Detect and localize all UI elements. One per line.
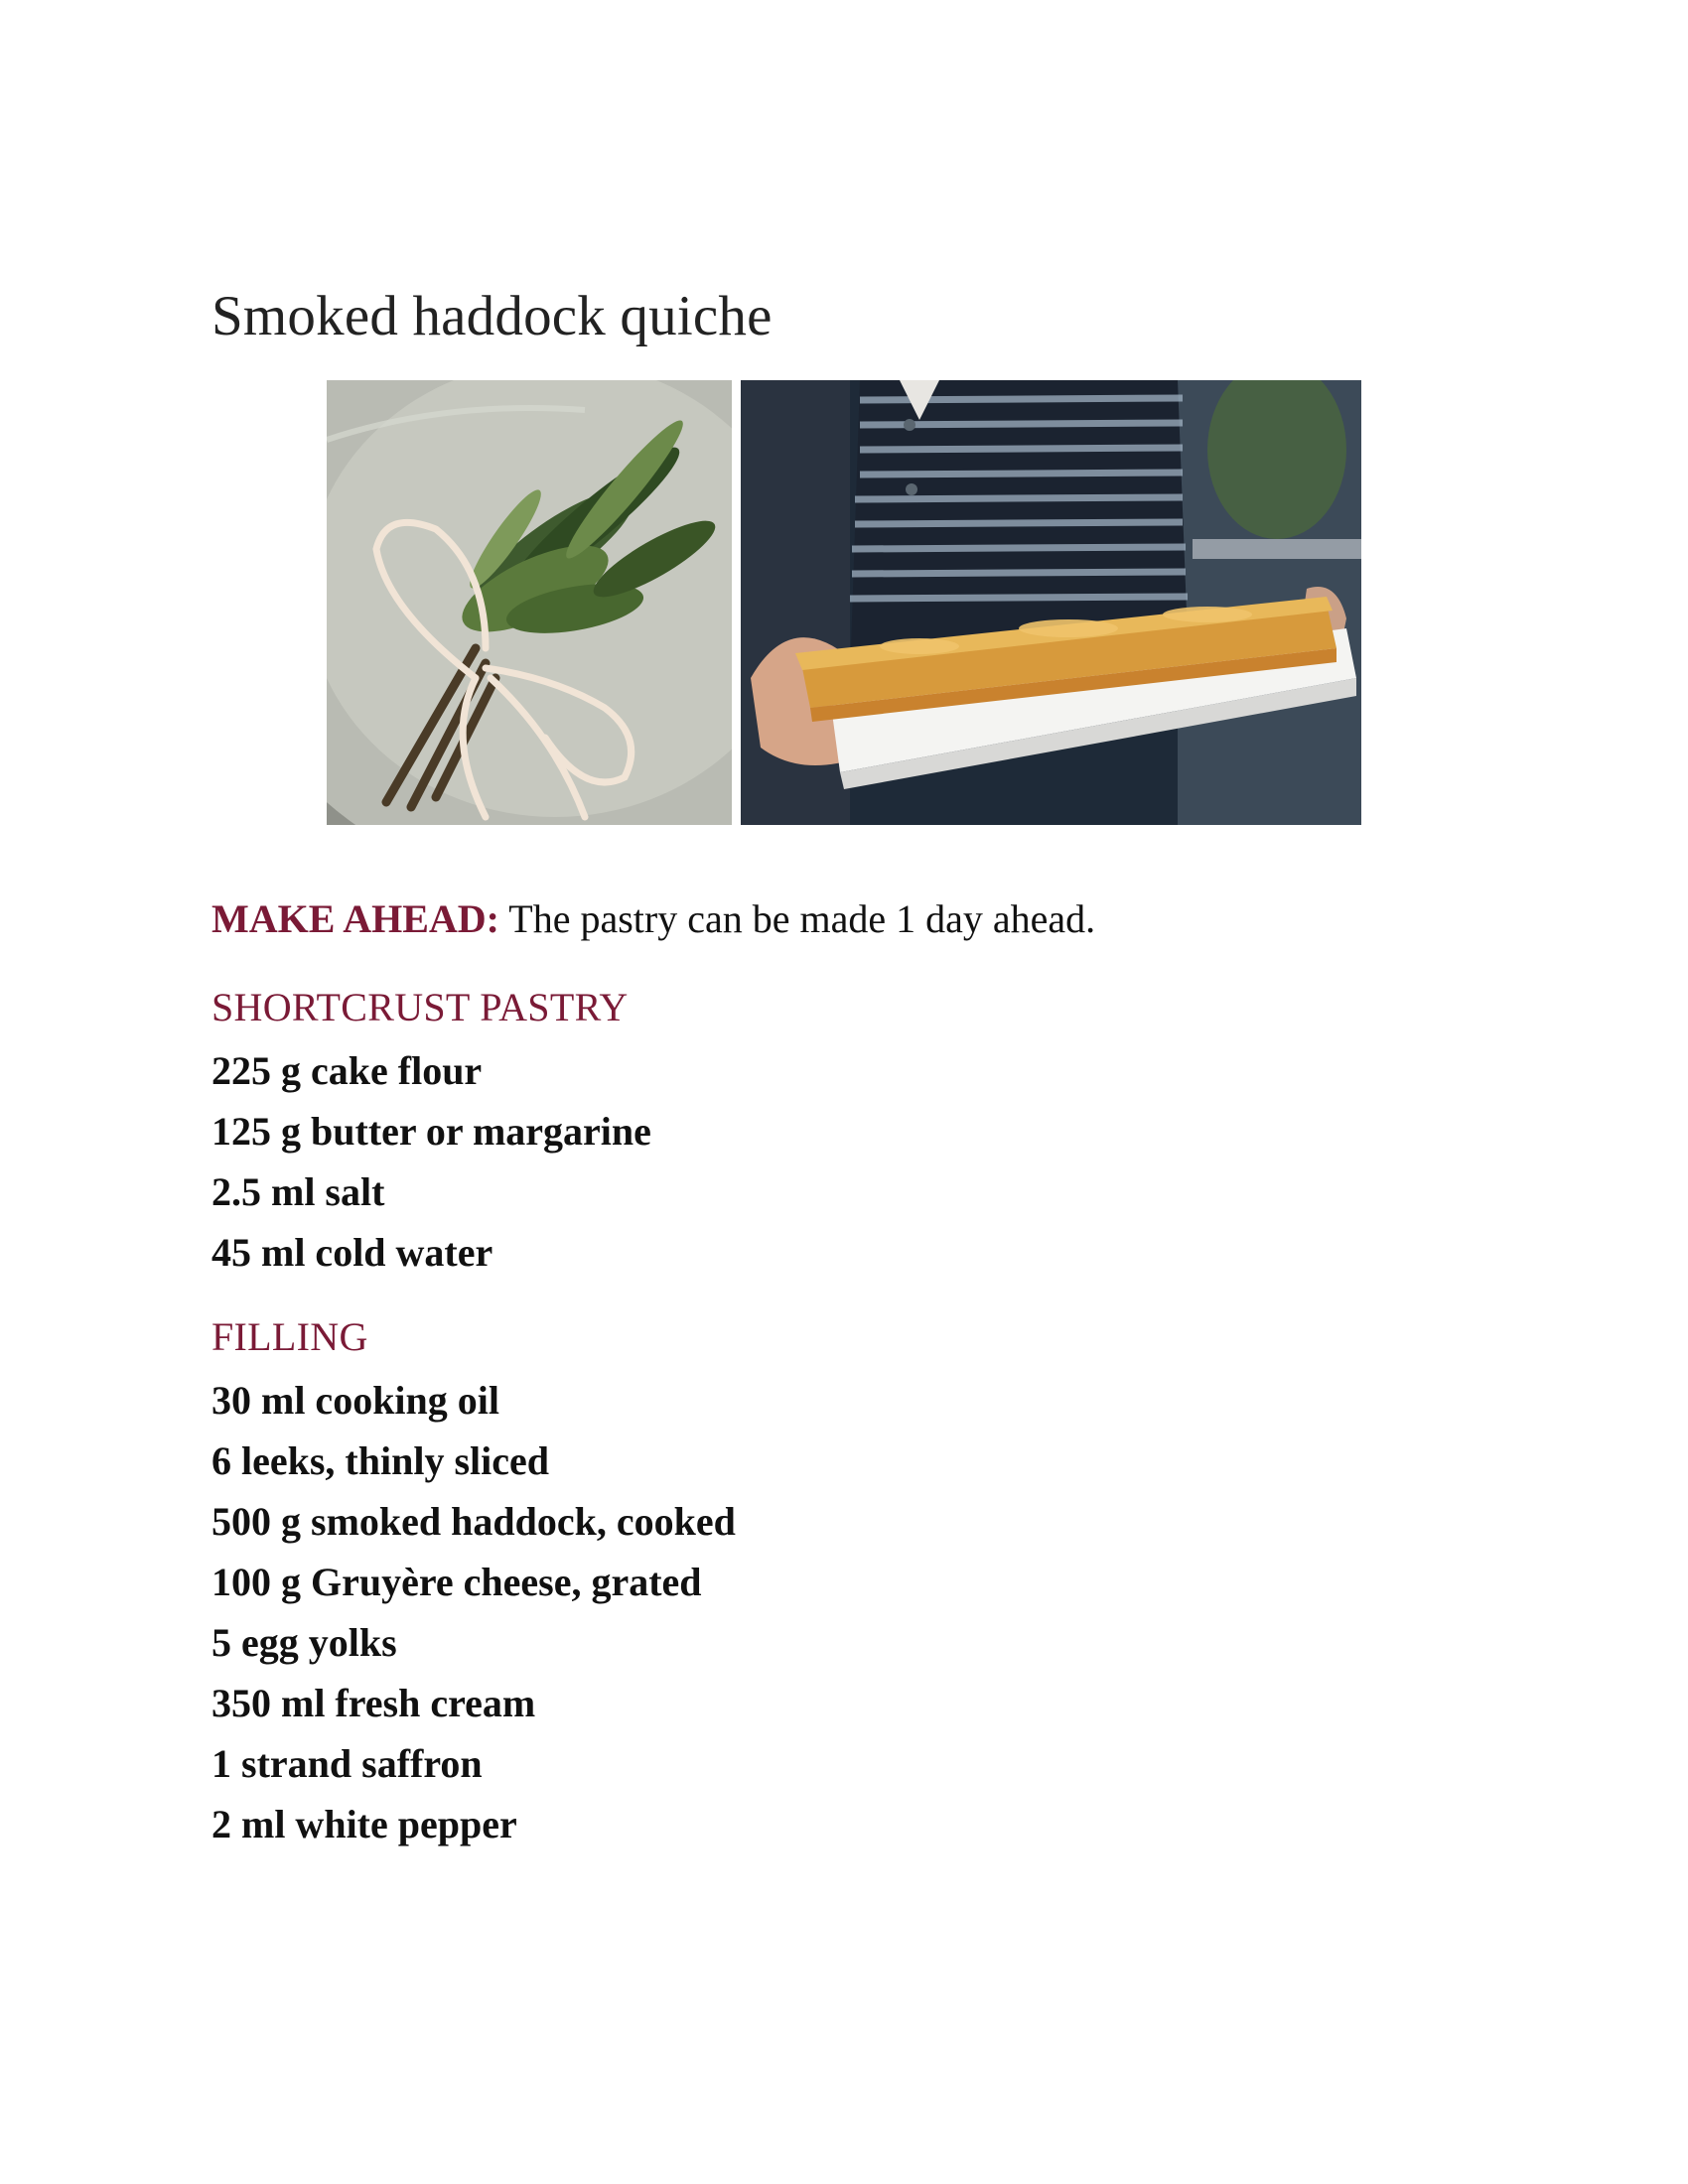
ingredient-list-filling [211,1370,736,1854]
make-ahead-note [211,895,1095,942]
ingredient-item: 1 strand saffron [211,1741,483,1786]
ingredient-item: 45 ml cold water [211,1230,493,1275]
section-heading-shortcrust-pastry: SHORTCRUST PASTRY [211,985,629,1029]
make-ahead-text: The pastry can be made 1 day ahead. [499,896,1096,941]
ingredient-item: 5 egg yolks [211,1620,397,1665]
herb-bouquet-photo [327,380,732,825]
ingredient-item: 225 g cake flour [211,1048,483,1093]
ingredient-item: 500 g smoked haddock, cooked [211,1499,736,1544]
ingredient-list-pastry [211,1040,651,1283]
ingredient-item: 2 ml white pepper [211,1802,517,1846]
ingredient-item: 125 g butter or margarine [211,1109,651,1154]
recipe-title: Smoked haddock quiche [211,285,773,348]
make-ahead-label: MAKE AHEAD: [211,896,499,941]
quiche-tray-photo [741,380,1361,825]
ingredient-item: 2.5 ml salt [211,1169,385,1214]
ingredient-item: 30 ml cooking oil [211,1378,500,1423]
ingredient-item: 6 leeks, thinly sliced [211,1438,550,1483]
ingredient-item: 100 g Gruyère cheese, grated [211,1560,702,1604]
ingredient-item: 350 ml fresh cream [211,1681,536,1725]
photo-strip [327,380,1361,825]
section-heading-filling: FILLING [211,1314,368,1359]
